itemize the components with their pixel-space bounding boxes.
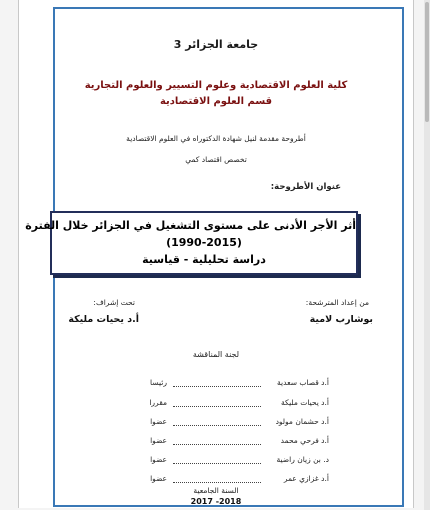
thesis-title-line-1: أثر الأجر الأدنى على مستوى التشغيل في الجزائر خلال الفترة <box>25 219 356 232</box>
member-name: أ.د حشمان مولود <box>275 417 329 426</box>
document-page <box>18 0 414 508</box>
thesis-title-box <box>25 211 358 275</box>
member-role: رئيسا <box>150 378 167 387</box>
academic-year-label: السنة الجامعية <box>193 486 239 495</box>
dotted-leader <box>173 474 261 483</box>
member-role: عضوا <box>150 417 167 426</box>
degree-note: أطروحة مقدمة لنيل شهادة الدكتوراه في العلوم الاقتصادية <box>126 134 306 143</box>
member-name: أ.د غزازي عمر <box>283 474 329 483</box>
vertical-scrollbar[interactable] <box>424 0 430 510</box>
title-label: عنوان الأطروحة: <box>270 182 341 192</box>
scrollbar-thumb[interactable] <box>425 2 429 122</box>
thesis-title-period: (1990-2015) <box>166 236 242 249</box>
department-name: قسم العلوم الاقتصادية <box>159 96 273 107</box>
committee-title: لجنة المناقشة <box>192 350 240 359</box>
prepared-by-label: من إعداد المترشحة: <box>305 298 369 307</box>
member-name: أ.د قصاب سعدية <box>277 378 329 387</box>
dotted-leader <box>173 378 261 387</box>
candidate-name: بوشارب لامية <box>309 314 373 325</box>
supervisor-label: تحت إشراف: <box>93 298 135 307</box>
specialty: تخصص اقتصاد كمي <box>185 155 247 164</box>
academic-year-value: 2017 -2018 <box>190 497 242 506</box>
member-name: أ.د فرحي محمد <box>280 436 329 445</box>
member-role: مقررا <box>149 398 167 407</box>
dotted-leader <box>173 455 261 464</box>
dotted-leader <box>173 398 261 407</box>
supervisor-name: أ.د يحيات مليكة <box>68 314 139 325</box>
member-role: عضوا <box>150 474 167 483</box>
thesis-title-subtitle: دراسة تحليلية - قياسية <box>142 253 266 266</box>
member-name: د. بن زيان راضية <box>276 455 329 464</box>
faculty-name: كلية العلوم الاقتصادية وعلوم التسيير والعلوم التجارية <box>84 80 348 91</box>
university-name: جامعة الجزائر 3 <box>173 38 259 51</box>
member-role: عضوا <box>150 455 167 464</box>
dotted-leader <box>173 417 261 426</box>
member-role: عضوا <box>150 436 167 445</box>
member-name: أ.د يحيات مليكة <box>280 398 329 407</box>
dotted-leader <box>173 436 261 445</box>
